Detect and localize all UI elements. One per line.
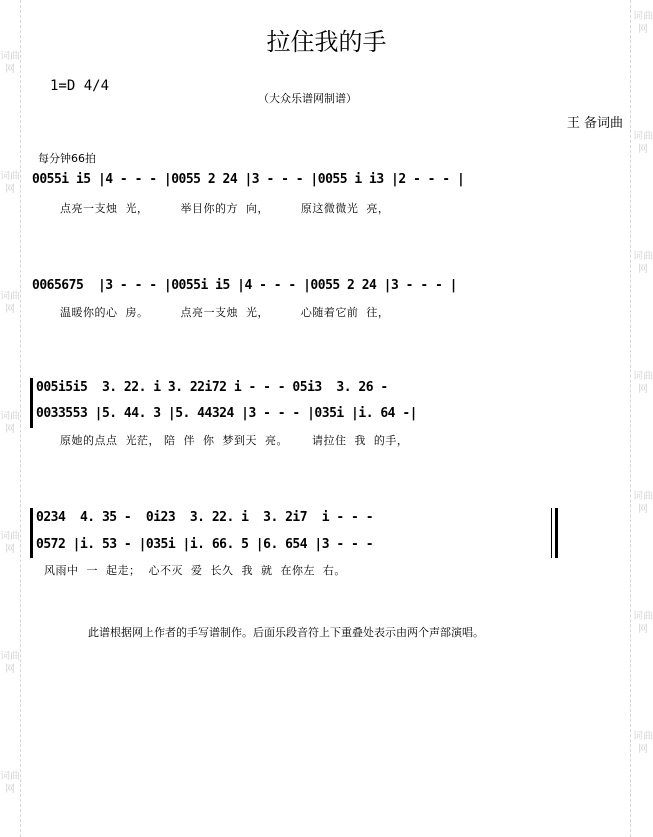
score-row-3-lyrics: 原她的点点 光茫， 陪 伴 你 梦到天 亮。 请拉住 我 的手， — [60, 434, 409, 447]
watermark-text: 词曲网 — [633, 611, 653, 635]
author-credit: 王 备词曲 — [566, 116, 623, 131]
watermark-text: 词曲网 — [0, 51, 20, 75]
final-barline — [551, 508, 552, 558]
score-row-4-lower-voice: 0572 |i. 53 - |035i |i. 66. 5 |6. 654 |3 - - - — [36, 537, 374, 552]
system-bracket — [30, 378, 33, 428]
score-maker: （大众乐谱网制谱） — [258, 92, 357, 105]
watermark-text: 词曲网 — [633, 11, 653, 35]
watermark-text: 词曲网 — [633, 131, 653, 155]
key-signature: 1=D 4/4 — [50, 78, 110, 94]
score-row-2-notes: 0065675 |3 - - - |0055i i5 |4 - - - |0055 2 24 |3 - - - | — [32, 278, 457, 293]
score-row-1-notes: 0055i i5 |4 - - - |0055 2 24 |3 - - - |0055 i i3 |2 - - - | — [32, 172, 465, 187]
score-row-2-lyrics: 温暖你的心 房。 点亮一支烛 光， 心随着它前 往， — [60, 306, 390, 319]
score-row-3-upper-voice: 005i5i5 3. 22. i 3. 22i72 i - - - 05i3 3. 26 - — [36, 380, 388, 395]
score-row-4-upper-voice: 0234 4. 35 - 0i23 3. 22. i 3. 2i7 i - - - — [36, 510, 374, 525]
watermark-text: 词曲网 — [0, 171, 20, 195]
score-row-4-lyrics: 风雨中 一 起走； 心不灭 爱 长久 我 就 在你左 右。 — [44, 564, 346, 577]
score-row-1-lyrics: 点亮一支烛 光， 举目你的方 向， 原这微微光 亮， — [60, 202, 390, 215]
watermark-text: 词曲网 — [633, 371, 653, 395]
watermark-text: 词曲网 — [0, 291, 20, 315]
tempo-marking: 每分钟66拍 — [38, 152, 96, 165]
system-bracket — [30, 508, 33, 558]
watermark-text: 词曲网 — [633, 731, 653, 755]
watermark-text: 词曲网 — [633, 491, 653, 515]
watermark-text: 词曲网 — [0, 411, 20, 435]
watermark-text: 词曲网 — [0, 651, 20, 675]
footnote: 此谱根据网上作者的手写谱制作。后面乐段音符上下重叠处表示由两个声部演唱。 — [88, 626, 484, 639]
song-title: 拉住我的手 — [266, 28, 387, 56]
watermark-text: 词曲网 — [0, 771, 20, 795]
right-margin — [630, 0, 653, 837]
score-row-3-lower-voice: 0033553 |5. 44. 3 |5. 44324 |3 - - - |035i |i. 64 -| — [36, 406, 417, 421]
watermark-text: 词曲网 — [633, 251, 653, 275]
final-barline — [555, 508, 558, 558]
watermark-text: 词曲网 — [0, 531, 20, 555]
